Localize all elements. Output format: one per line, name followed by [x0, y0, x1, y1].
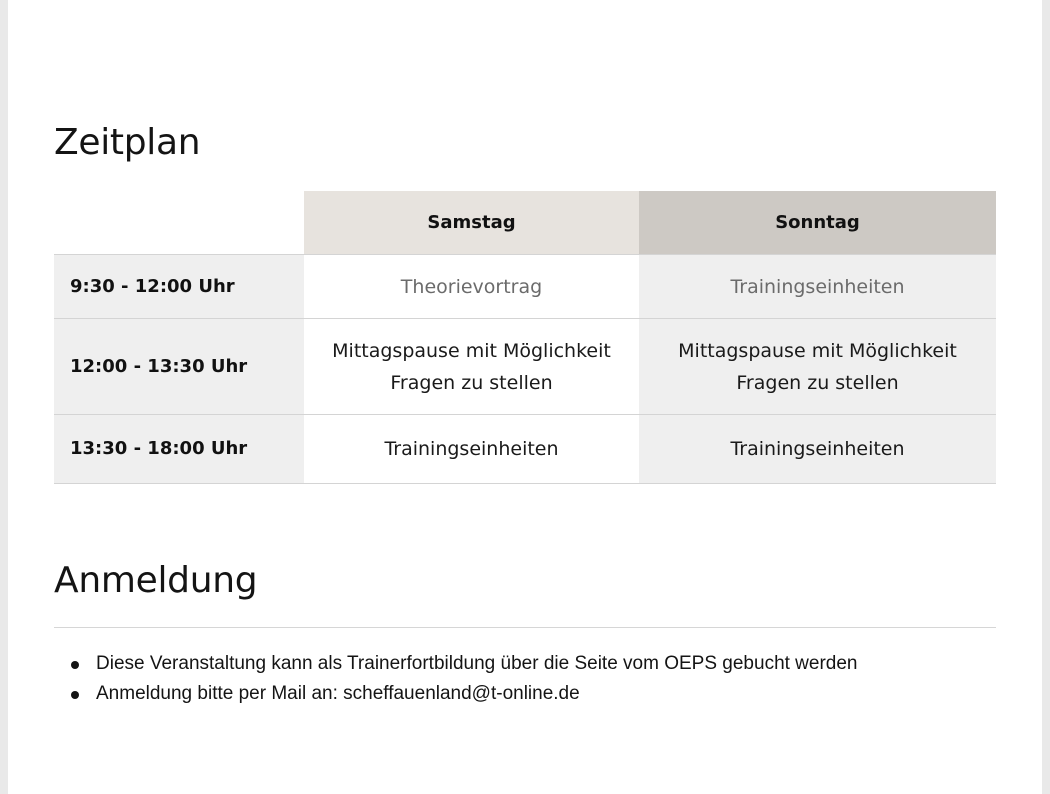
- schedule-header-row: [54, 191, 996, 255]
- list-item-text: Diese Veranstaltung kann als Trainerfortbildung über die Seite vom OEPS gebucht werden: [96, 653, 858, 674]
- registration-list: [54, 650, 858, 710]
- section-divider: [54, 627, 996, 628]
- header-saturday: Samstag: [304, 191, 639, 255]
- schedule-title: Zeitplan: [54, 122, 201, 163]
- header-time-column: [54, 191, 304, 255]
- row-sunday-activity: Mittagspause mit Möglichkeit Fragen zu stellen: [639, 319, 996, 415]
- table-row: [54, 255, 996, 319]
- schedule-table: [54, 191, 996, 484]
- row-saturday-activity: Theorievortrag: [304, 255, 639, 319]
- row-saturday-activity: Trainingseinheiten: [304, 415, 639, 484]
- row-time: 9:30 - 12:00 Uhr: [54, 255, 304, 319]
- bullet-icon: [71, 661, 79, 669]
- registration-title: Anmeldung: [54, 560, 258, 601]
- row-time: 12:00 - 13:30 Uhr: [54, 319, 304, 415]
- header-sunday: Sonntag: [639, 191, 996, 255]
- document-page: [8, 0, 1042, 794]
- table-row: [54, 415, 996, 484]
- list-item: [54, 680, 858, 710]
- list-item-text: Anmeldung bitte per Mail an: scheffauenland@t-online.de: [96, 683, 580, 704]
- bullet-icon: [71, 691, 79, 699]
- list-item: [54, 650, 858, 680]
- table-row: [54, 319, 996, 415]
- row-sunday-activity: Trainingseinheiten: [639, 415, 996, 484]
- row-saturday-activity: Mittagspause mit Möglichkeit Fragen zu stellen: [304, 319, 639, 415]
- row-sunday-activity: Trainingseinheiten: [639, 255, 996, 319]
- row-time: 13:30 - 18:00 Uhr: [54, 415, 304, 484]
